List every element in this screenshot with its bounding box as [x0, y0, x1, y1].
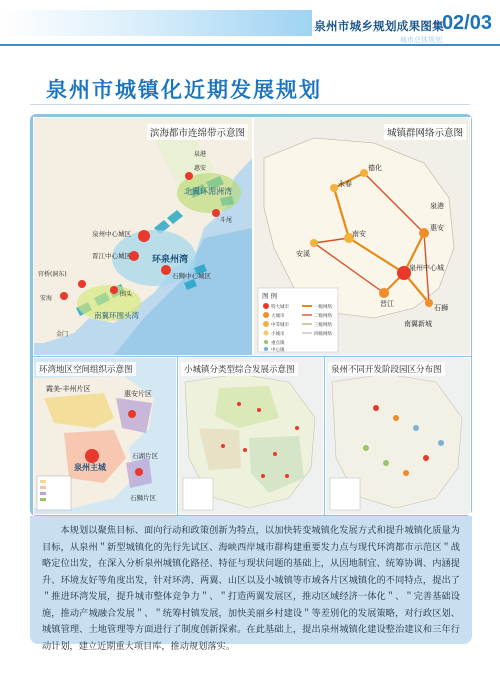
main-city-marker: [85, 449, 99, 463]
label-jinmen: 金门: [56, 331, 69, 338]
bay-map-title: 环湾地区空间组织示意图: [36, 362, 136, 376]
label-north-wing: 北翼环湄洲湾: [184, 187, 232, 196]
label-weitou: 围头: [120, 291, 133, 298]
net-label-center: 泉州中心城: [409, 264, 444, 272]
net-label-dehua: 德化: [368, 164, 382, 172]
parks-legend: [330, 478, 360, 510]
town-network-map: [253, 117, 471, 356]
north-zone: [44, 393, 114, 428]
header-stripe: [0, 10, 312, 36]
title-divider: [30, 104, 470, 105]
description-box: [30, 516, 472, 652]
net-label-yongchun: 永春: [338, 180, 352, 188]
legend-item-7: 一级网络: [314, 305, 332, 310]
label-shishi: 石狮中心城区: [172, 272, 211, 280]
bay-organization-map: [33, 357, 177, 515]
net-label-shishi: 石狮: [434, 304, 448, 312]
description-text: 本规划以聚焦目标、面向行动和政策创新为特点，以加快转变城镇化发展方式和提升城镇化质量为目标，从泉州＂新型城镇化的先行先试区、海峡西岸城市群构建重要发力点与现代环湾都市示范区＂战略定位出发，在深入分析泉州城镇化路径、特征与现状问题的基础上，从因地制宜、统筹协调、内涵提升、环境友好等角度出发，针对环湾、两翼、山区以及小城镇等市域各片区城镇化的不同特点，提出了＂推进环湾发展，提升城市整体竞争力＂、＂打造两翼发展区，推动区域经济一体化＂、＂完善基础设施，推动产城融合发展＂、＂统筹村镇发展，加快美丽乡村建设＂等差别化的发展策略，对行政区划、城镇管理、土地管理等方面进行了制度创新探索。在此基础上，提出泉州城镇化建设整治建议和三年行动计划，建立近期重大项目库，推动规划落实。: [42, 525, 460, 652]
label-quangang: 泉港: [194, 151, 207, 158]
series-title: 泉州市城乡规划成果图集: [314, 19, 444, 33]
net-label-anxi: 安溪: [296, 250, 310, 258]
coastal-map-title: 滨海都市连绵带示意图: [147, 124, 248, 140]
net-label-nanan: 南安: [352, 230, 366, 238]
net-label-nanyi: 南翼新城: [404, 320, 432, 328]
huian-marker: [128, 410, 136, 418]
parks-svg: [326, 358, 470, 514]
town-types-legend: [183, 478, 213, 510]
legend-item-3: 中等城市: [271, 323, 289, 328]
label-jinjiang: 晋江中心城区: [92, 252, 131, 260]
net-label-quangang: 泉港: [430, 202, 444, 210]
label-huian: 惠安: [194, 165, 207, 172]
bay-label-main: 泉州主城: [74, 463, 106, 472]
net-label-huian: 惠安: [430, 224, 444, 232]
legend-item-9: 三级网络: [314, 323, 332, 328]
legend-item-6: 中心镇: [271, 348, 285, 353]
bay-svg: [34, 358, 176, 514]
town-types-svg: [179, 358, 323, 514]
legend-item-4: 小城市: [271, 332, 285, 337]
label-center-city: 泉州中心城区: [92, 230, 131, 238]
bay-label-huian: 惠安片区: [124, 390, 152, 398]
label-quanzhou-bay: 环泉州湾: [152, 255, 189, 265]
network-svg: [254, 118, 470, 355]
legend-item-10: 四级网络: [314, 332, 332, 337]
page-number: 02/03: [441, 12, 492, 34]
coastal-belt-map: [33, 117, 253, 356]
section-subtitle: 城市总体规划: [400, 36, 442, 44]
town-types-title: 小城镇分类型综合发展示意图: [181, 362, 298, 376]
bay-label-north: 霞美-丰州片区: [46, 385, 91, 393]
page-header: [0, 0, 500, 56]
legend-item-5: 重点镇: [271, 341, 285, 346]
label-anhai: 安海: [40, 295, 53, 302]
legend-item-2: 大城市: [271, 314, 285, 319]
bay-label-shihu: 石湖片区: [132, 452, 158, 460]
map-frame: [30, 114, 472, 516]
legend-item-8: 二级网络: [314, 314, 332, 319]
net-label-jinjiang: 晋江: [380, 300, 394, 308]
parks-map: [325, 357, 471, 515]
label-douwei: 斗尾: [220, 217, 233, 224]
page-title: 泉州市城镇化近期发展规划: [46, 78, 322, 102]
label-nanan: 官桥(洞东): [38, 271, 67, 278]
coastal-belt-svg: [34, 118, 252, 355]
label-south-wing: 南翼环围头湾: [94, 311, 139, 320]
town-types-map: [178, 357, 324, 515]
bay-label-shishi: 石狮片区: [130, 494, 156, 502]
parks-title: 泉州不同开发阶段园区分布图: [328, 362, 445, 376]
legend-title: 图 例: [262, 292, 278, 300]
legend-item-1: 特大城市: [271, 305, 289, 310]
shihu-marker: [135, 468, 143, 476]
network-map-title: 城镇群网络示意图: [384, 124, 466, 140]
